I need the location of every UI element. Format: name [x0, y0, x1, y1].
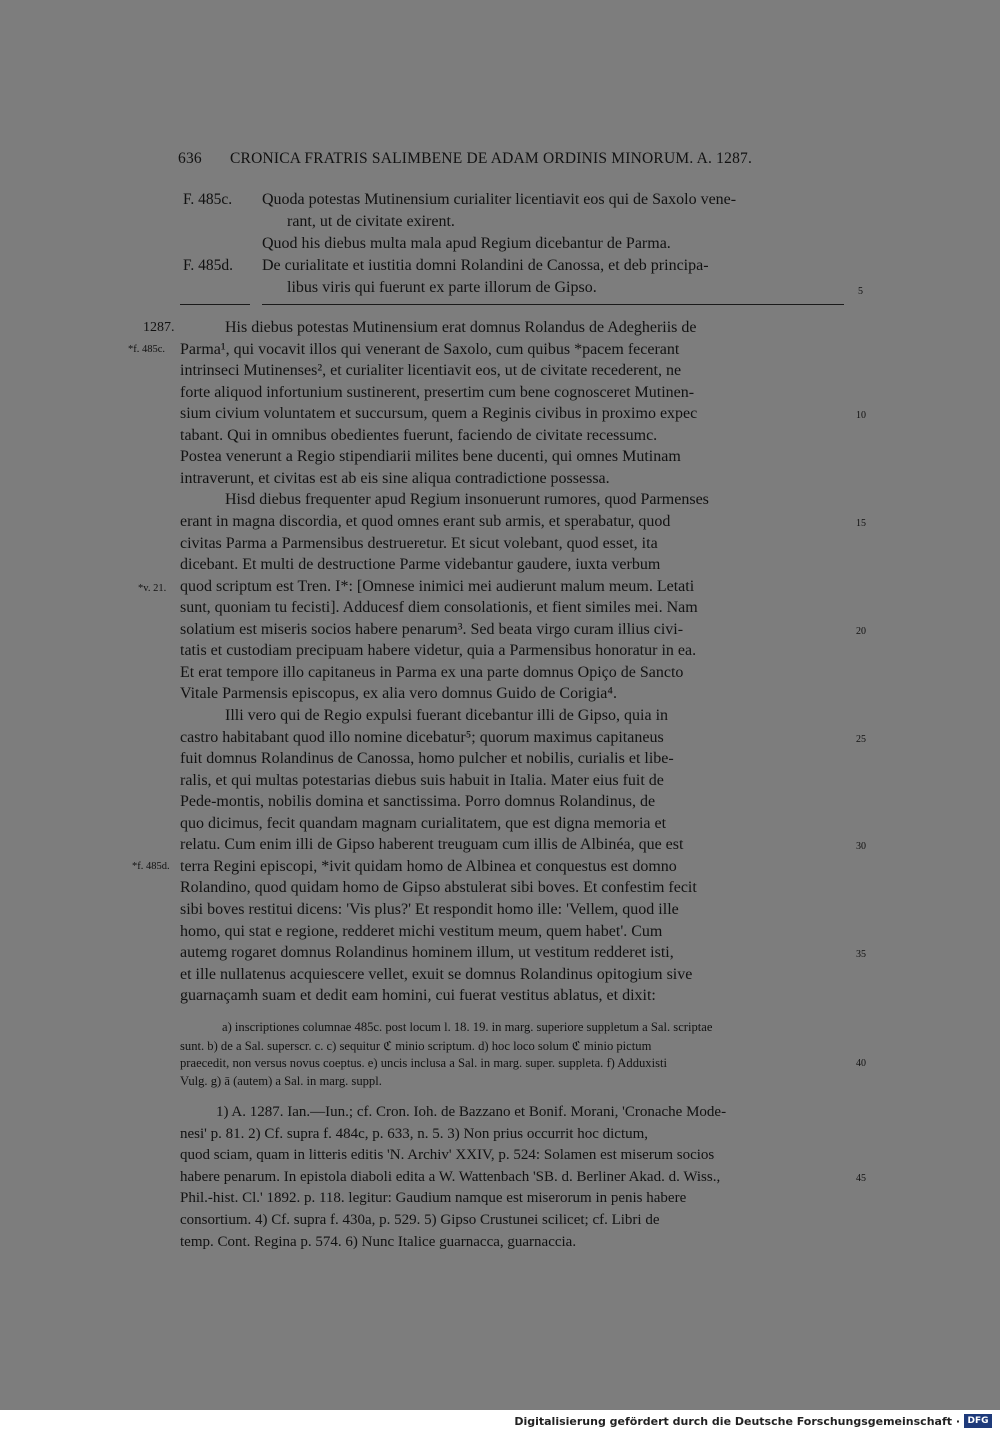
footnote-line: consortium. 4) Cf. supra f. 430a, p. 529. 5) Gipso Crustunei scilicet; cf. Libri de — [180, 1212, 660, 1228]
body-line: relatu. Cum enim illi de Gipso haberent treuguam cum illis de Albinéa, que est — [180, 836, 684, 853]
body-line: forte aliquod infortunium sustinerent, presertim cum bene cognosceret Mutinen- — [180, 384, 695, 401]
body-line: dicebant. Et multi de destructione Parme videbantur gaudere, iuxta verbum — [180, 556, 661, 573]
body-line: Parma¹, qui vocavit illos qui venerant de Saxolo, cum quibus *pacem fecerant — [180, 341, 680, 358]
footnote-line: quod sciam, quam in litteris editis 'N. Archiv' XXIV, p. 524: Solamen est miserum socios — [180, 1147, 715, 1163]
toc-ref: F. 485c. — [183, 191, 233, 208]
body-line: Hisd diebus frequenter apud Regium insonuerunt rumores, quod Parmenses — [225, 491, 709, 508]
running-title: CRONICA FRATRIS SALIMBENE DE ADAM ORDINIS MINORUM. A. 1287. — [230, 150, 753, 167]
toc-line: rant, ut de civitate exirent. — [287, 213, 455, 230]
margin-folio-ref: *f. 485d. — [132, 861, 170, 872]
footnote-line: nesi' p. 81. 2) Cf. supra f. 484c, p. 633, n. 5. 3) Non prius occurrit hoc dictum, — [180, 1126, 649, 1142]
line-number: 30 — [856, 841, 866, 852]
body-line: tabant. Qui in omnibus obedientes fuerunt, faciendo de civitate recessumc. — [180, 427, 658, 444]
body-line: civitas Parma a Parmensibus destrueretur. Et sicut volebant, quod esset, ita — [180, 535, 658, 552]
margin-year: 1287. — [143, 320, 175, 335]
body-line: intrinseci Mutinenses², et curialiter licentiavit eos, ut de civitate recederent, ne — [180, 362, 682, 379]
toc-line: libus viris qui fuerunt ex parte illorum de Gipso. — [287, 279, 597, 296]
footnote-line: 1) A. 1287. Ian.—Iun.; cf. Cron. Ioh. de Bazzano et Bonif. Morani, 'Cronache Mode- — [216, 1104, 727, 1120]
body-line: fuit domnus Rolandinus de Canossa, homo pulcher et nobilis, curialis et libe- — [180, 750, 674, 767]
body-line: sium civium voluntatem et succursum, quem a Reginis civibus in proximo expec — [180, 405, 698, 422]
body-line: ralis, et qui multas potestarias diebus suis habuit in Italia. Mater eius fuit de — [180, 772, 664, 789]
body-line: autemg rogaret domnus Rolandinus hominem illum, ut vestitum redderet isti, — [180, 944, 674, 961]
body-line: tatis et custodiam precipuam habere videtur, quia a Parmensibus honoratur in ea. — [180, 642, 697, 659]
rule-left — [180, 304, 250, 305]
body-line: Illi vero qui de Regio expulsi fuerant dicebantur illi de Gipso, quia in — [225, 707, 669, 724]
body-line: terra Regini episcopi, *ivit quidam homo de Albinea et conquestus est domno — [180, 858, 677, 875]
apparatus-line: Vulg. g) ā (autem) a Sal. in marg. suppl. — [180, 1074, 382, 1088]
body-line: quod scriptum est Tren. I*: [Omnese inimici mei audierunt malum meum. Letati — [180, 578, 695, 595]
margin-verse-ref: *v. 21. — [138, 583, 167, 594]
toc-line: Quod his diebus multa mala apud Regium dicebantur de Parma. — [262, 235, 671, 252]
body-line: Et erat tempore illo capitaneus in Parma ex una parte domnus Opiço de Sancto — [180, 664, 684, 681]
body-line: guarnaçamh suam et dedit eam homini, cui fuerat vestitus ablatus, et dixit: — [180, 987, 656, 1004]
body-line: erant in magna discordia, et quod omnes erant sub armis, et sperabatur, quod — [180, 513, 671, 530]
line-number: 5 — [858, 286, 863, 297]
toc-ref: F. 485d. — [183, 257, 234, 274]
digitization-footer — [0, 1410, 1000, 1434]
rule-right — [262, 304, 844, 305]
body-line: intraverunt, et civitas est ab eis sine aliqua contradictione possessa. — [180, 470, 610, 487]
body-line: Postea venerunt a Regio stipendiarii milites bene ducenti, qui omnes Mutinam — [180, 448, 681, 465]
toc-line: Quoda potestas Mutinensium curialiter licentiavit eos qui de Saxolo vene- — [262, 191, 737, 208]
line-number: 10 — [856, 410, 866, 421]
body-line: castro habitabant quod illo nomine dicebatur⁵; quorum maximus capitaneus — [180, 729, 664, 746]
footnote-line: Phil.-hist. Cl.' 1892. p. 118. legitur: Gaudium namque est miserorum in penis habere — [180, 1190, 687, 1206]
apparatus-line: sunt. b) de a Sal. superscr. c. c) sequitur ℭ minio scriptum. d) hoc loco solum ℭ minio pictum — [180, 1039, 652, 1053]
body-line: Pede-montis, nobilis domina et sanctissima. Porro domnus Rolandinus, de — [180, 793, 656, 810]
footnote-line: habere penarum. In epistola diaboli edita a W. Wattenbach 'SB. d. Berliner Akad. d. Wiss., — [180, 1169, 721, 1185]
dfg-logo-icon: DFG — [964, 1414, 992, 1428]
body-line: et ille nullatenus acquiescere vellet, exuit se domnus Rolandinus opitogium sive — [180, 966, 693, 983]
body-line: sibi boves restitui dicens: 'Vis plus?' Et respondit homo ille: 'Vellem, quod ille — [180, 901, 679, 918]
footnote-line: temp. Cont. Regina p. 574. 6) Nunc Italice guarnacca, guarnaccia. — [180, 1234, 577, 1250]
body-line: quo dicimus, fecit quandam magnam curialitatem, que est digna memoria et — [180, 815, 667, 832]
body-line: Rolandino, quod quidam homo de Gipso abstulerat sibi boves. Et confestim fecit — [180, 879, 697, 896]
apparatus-line: praecedit, non versus novus coeptus. e) uncis inclusa a Sal. in marg. super. suppleta. f) Adduxisti — [180, 1056, 667, 1070]
line-number: 40 — [856, 1058, 866, 1069]
page-number: 636 — [178, 150, 202, 167]
body-line: sunt, quoniam tu fecisti]. Adducesf diem consolationis, et fient similes mei. Nam — [180, 599, 698, 616]
body-line: homo, qui stat e regione, redderet michi vestitum meum, quem habet'. Cum — [180, 923, 663, 940]
body-line: Vitale Parmensis episcopus, ex alia vero domnus Guido de Corigia⁴. — [180, 685, 617, 702]
line-number: 25 — [856, 734, 866, 745]
body-line: His diebus potestas Mutinensium erat domnus Rolandus de Adegheriis de — [225, 319, 697, 336]
line-number: 35 — [856, 949, 866, 960]
line-number: 20 — [856, 626, 866, 637]
body-line: solatium est miseris socios habere penarum³. Sed beata virgo curam illius civi- — [180, 621, 684, 638]
line-number: 45 — [856, 1173, 866, 1184]
apparatus-line: a) inscriptiones columnae 485c. post locum l. 18. 19. in marg. superiore suppletum a Sal. scriptae — [222, 1020, 713, 1034]
funding-credit: Digitalisierung gefördert durch die Deutsche Forschungsgemeinschaft · — [514, 1415, 960, 1428]
toc-line: De curialitate et iustitia domni Rolandini de Canossa, et deb principa- — [262, 257, 709, 274]
line-number: 15 — [856, 518, 866, 529]
margin-folio-ref: *f. 485c. — [128, 344, 166, 355]
